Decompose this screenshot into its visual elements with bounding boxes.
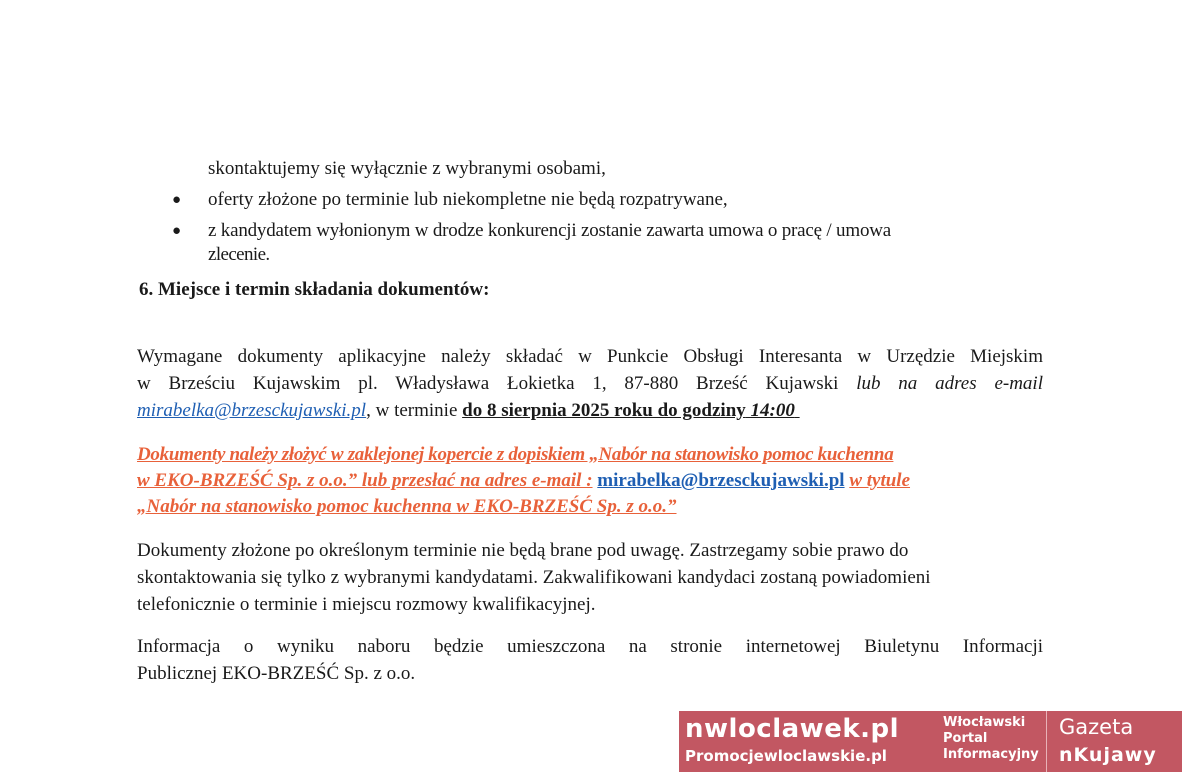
paragraph1-line3-mid: , w terminie <box>366 400 458 421</box>
bullet-item-2: z kandydatem wyłonionym w drodze konkurencji zostanie zawarta umowa o pracę / umowa <box>208 220 891 241</box>
section-heading: 6. Miejsce i termin składania dokumentów: <box>139 279 490 300</box>
gazeta-line1: Gazeta <box>1059 715 1134 739</box>
paragraph2-line3: „Nabór na stanowisko pomoc kuchenna w EKO-BRZEŚĆ Sp. z o.o.” <box>137 496 677 517</box>
deadline-date: do 8 sierpnia 2025 roku do godziny <box>462 400 746 421</box>
footer-banner[interactable] <box>679 711 1182 772</box>
list-continuation: skontaktujemy się wyłącznie z wybranymi osobami, <box>208 158 606 179</box>
email-link-2[interactable]: mirabelka@brzesckujawski.pl <box>597 470 845 491</box>
bullet-item-1: oferty złożone po terminie lub niekompletne nie będą rozpatrywane, <box>208 189 728 210</box>
banner-site2[interactable]: Promocjewloclawskie.pl <box>685 747 887 765</box>
paragraph4-line1: Informacja o wyniku naboru będzie umieszczona na stronie internetowej Biuletynu Informacji <box>137 636 1043 657</box>
paragraph1-line1: Wymagane dokumenty aplikacyjne należy składać w Punkcie Obsługi Interesanta w Urzędzie Miejskim <box>137 346 1043 367</box>
bullet-item-2-cont: zlecenie. <box>208 244 270 265</box>
gazeta-line2: nKujawy <box>1059 744 1157 766</box>
paragraph3-line2: skontaktowania się tylko z wybranymi kandydatami. Zakwalifikowani kandydaci zostaną powiadomieni <box>137 567 931 588</box>
paragraph1-line2 <box>137 373 1043 395</box>
banner-brand[interactable] <box>679 711 937 772</box>
portal-line1: Włocławski <box>943 715 1026 730</box>
banner-portal <box>937 711 1047 772</box>
banner-site[interactable]: nwloclawek.pl <box>685 714 900 744</box>
deadline-text <box>462 400 799 421</box>
paragraph1-line2-text: w Brześciu Kujawskim pl. Władysława Łokietka 1, 87-880 Brześć Kujawski <box>137 373 839 394</box>
paragraph1-line2-italic: lub na adres e-mail <box>856 373 1043 394</box>
deadline-time: 14:00 <box>750 400 795 421</box>
bullet-dot-2: ● <box>172 223 182 239</box>
portal-line2: Portal <box>943 731 988 746</box>
portal-line3: Informacyjny <box>943 747 1039 762</box>
paragraph2-line2 <box>137 470 1043 492</box>
paragraph2-line2-post: w tytule <box>849 470 911 491</box>
paragraph2-line2-pre: w EKO-BRZEŚĆ Sp. z o.o.” lub przesłać na adres e-mail : <box>137 470 593 491</box>
paragraph3-line3: telefonicznie o terminie i miejscu rozmowy kwalifikacyjnej. <box>137 594 596 615</box>
bullet-dot-1: ● <box>172 192 182 208</box>
banner-gazeta[interactable] <box>1047 711 1182 772</box>
paragraph3-line1: Dokumenty złożone po określonym terminie nie będą brane pod uwagę. Zastrzegamy sobie prawo do <box>137 540 909 561</box>
paragraph1-line3 <box>137 400 800 422</box>
paragraph4-line2: Publicznej EKO-BRZEŚĆ Sp. z o.o. <box>137 663 416 684</box>
paragraph2-line1: Dokumenty należy złożyć w zaklejonej kopercie z dopiskiem „Nabór na stanowisko pomoc kuchenna <box>137 444 894 465</box>
email-link-1[interactable]: mirabelka@brzesckujawski.pl <box>137 400 367 421</box>
